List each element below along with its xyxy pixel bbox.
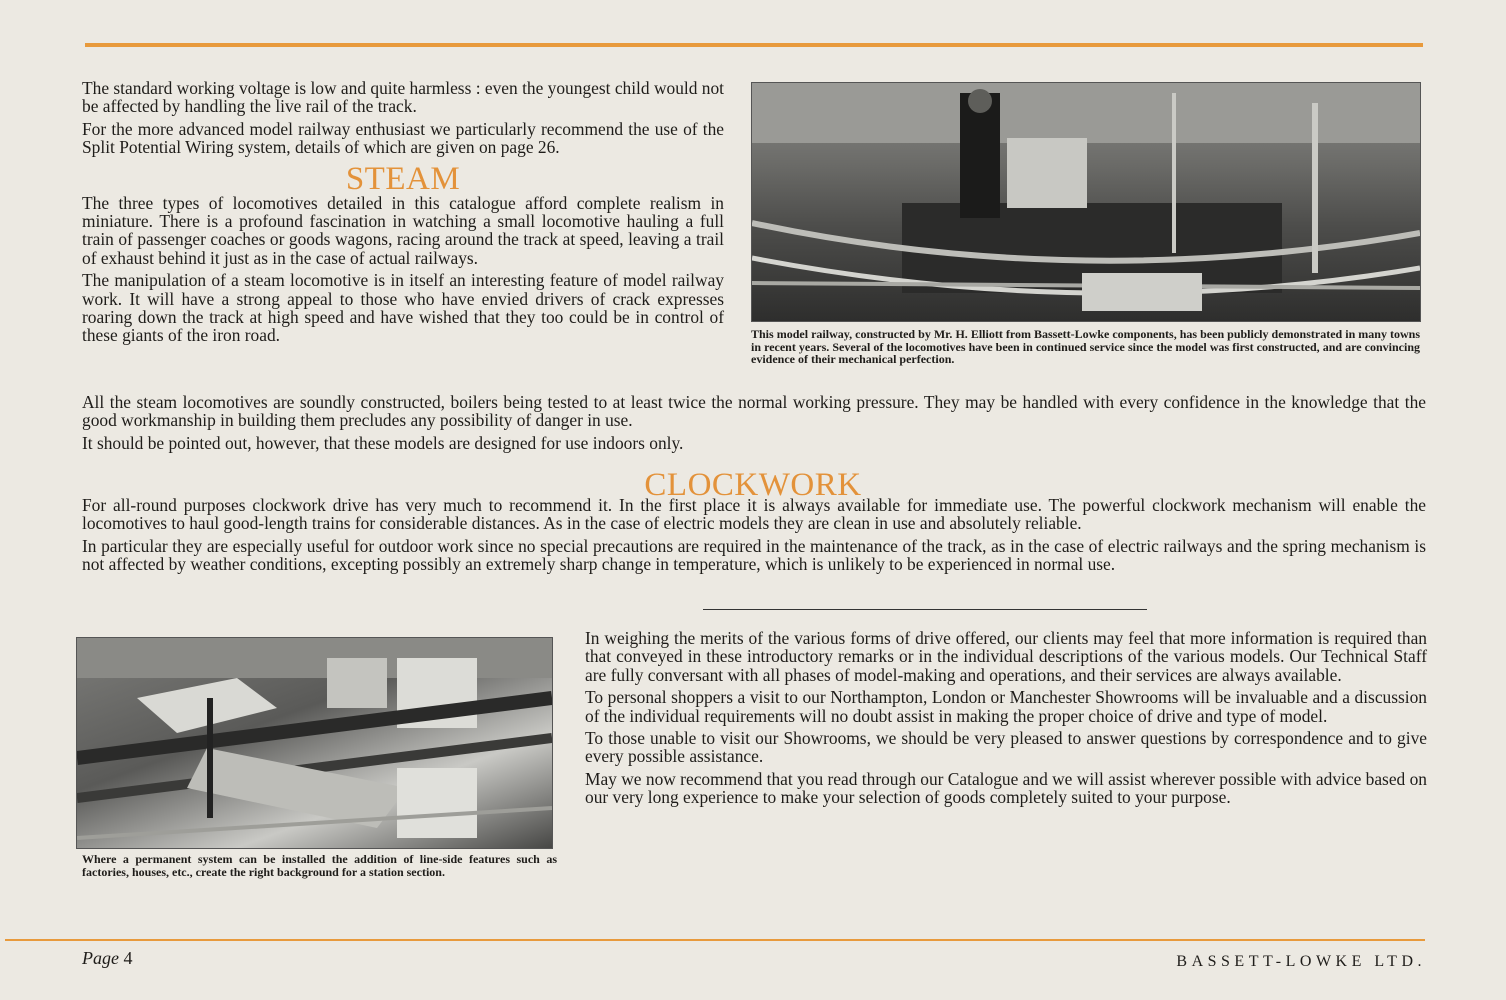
steam-paragraph-1: The three types of locomotives detailed in this catalogue afford complete realism in miniature. There is a profound fascination in watching a small locomotive hauling a full train of passenger coaches or goods wagons, racing around the track at speed, leaving a trail of exhaust behind it just as in the case of actual railways. — [82, 192, 724, 268]
closing-paragraph-2: To personal shoppers a visit to our Northampton, London or Manchester Showrooms will be invaluable and a discussion of the individual requirements will no doubt assist in making the proper choice of drive and type of model. — [585, 687, 1427, 726]
intro-paragraph-1: The standard working voltage is low and quite harmless : even the youngest child would not be affected by handling the live rail of the track. — [82, 78, 724, 117]
station-section-photo — [76, 637, 553, 849]
steam-heading: STEAM — [345, 160, 461, 197]
clockwork-paragraph-2: In particular they are especially useful for outdoor work since no special precautions are required in the maintenance of the track, as in the case of electric railways and the spring mechanism is not affected by weather conditions, excepting possibly an extremely sharp change in temperature, which is unlikely to be experienced in normal use. — [82, 535, 1426, 575]
closing-paragraph-3: To those unable to visit our Showrooms, we should be very pleased to answer questions by correspondence and to give every possible assistance. — [585, 728, 1427, 767]
page-number — [82, 948, 132, 969]
clockwork-heading: CLOCKWORK — [644, 467, 862, 503]
clockwork-paragraph-1: For all-round purposes clockwork drive has very much to recommend it. In the first place it is always available for immediate use. The powerful clockwork mechanism will enable the locomotives to haul good-length trains for considerable distances. As in the case of electric models they are clean in use and absolutely reliable. — [82, 495, 1426, 534]
model-railway-illustration — [752, 83, 1420, 321]
closing-paragraph-1: In weighing the merits of the various forms of drive offered, our clients may feel that more information is required than that conveyed in these introductory remarks or in the individual descriptions of the various models. Our Technical Staff are fully conversant with all phases of model-making and operations, and their services are always available. — [585, 628, 1427, 685]
section-divider — [703, 609, 1147, 610]
company-name: BASSETT-LOWKE LTD. — [1176, 953, 1426, 970]
clockwork-section — [82, 496, 1426, 578]
top-rule — [85, 43, 1423, 47]
steam-paragraph-3: All the steam locomotives are soundly constructed, boilers being tested to at least twice the normal working pressure. They may be handled with every confidence in the knowledge that the good workmanship in building them precludes any possibility of danger in use. — [82, 392, 1426, 431]
steam-paragraph-2: The manipulation of a steam locomotive is in itself an interesting feature of model railway work. It will have a strong appeal to those who have envied drivers of crack expresses roaring down the track at high speed and have wished that they too could be in control of these giants of the iron road. — [82, 270, 724, 346]
intro-column — [82, 79, 724, 349]
intro-paragraph-2: For the more advanced model railway enthusiast we particularly recommend the use of the Split Potential Wiring system, details of which are given on page 26. — [82, 118, 724, 158]
station-layout-illustration — [77, 638, 552, 848]
model-railway-photo — [751, 82, 1421, 322]
bottom-rule — [5, 939, 1425, 941]
steam-paragraph-4: It should be pointed out, however, that these models are designed for use indoors only. — [82, 432, 684, 453]
page-label: Page — [82, 948, 119, 968]
top-photo-caption: This model railway, constructed by Mr. H. Elliott from Bassett-Lowke components, has been publicly demonstrated in many towns in recent years. Several of the locomotives have been in continued service since the model was first constructed, and are convincing evidence of their mechanical perfection. — [751, 327, 1420, 366]
closing-paragraph-4: May we now recommend that you read through our Catalogue and we will assist wherever possible with advice based on our very long experience to make your selection of goods completely suited to your purpose. — [585, 768, 1427, 808]
bottom-photo-caption: Where a permanent system can be installed the addition of line-side features such as factories, houses, etc., create the right background for a station section. — [82, 852, 557, 879]
page-number-value: 4 — [123, 948, 133, 968]
steam-continued — [82, 393, 1426, 456]
closing-column — [585, 629, 1427, 811]
